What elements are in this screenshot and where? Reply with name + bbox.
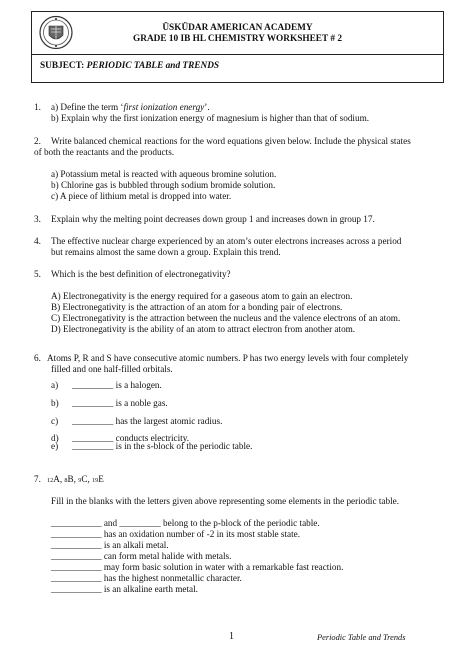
school-name: ÜSKÜDAR AMERICAN ACADEMY: [162, 23, 313, 33]
subject-label: SUBJECT:: [40, 61, 87, 71]
q7-elements: [47, 474, 104, 486]
q1-part-b: b) Explain why the first ionization energy of magnesium is higher than that of sodium.: [51, 113, 370, 123]
q6-item-letter: a): [51, 380, 59, 390]
q1-a-prefix: a) Define the term ‘: [51, 102, 124, 112]
q2-part-b: b) Chlorine gas is bubbled through sodium bromide solution.: [51, 180, 276, 190]
q5-option-b: B) Electronegativity is the attraction of an atom for a bonding pair of electrons.: [51, 302, 343, 312]
q2-part-c: c) A piece of lithium metal is dropped into water.: [51, 191, 232, 201]
q2-line2: of both the reactants and the products.: [34, 147, 175, 157]
footer-title: Periodic Table and Trends: [317, 633, 406, 642]
q6-item-text: _________ has the largest atomic radius.: [72, 416, 223, 426]
q7-fill-line: ___________ can form metal halide with metals.: [51, 551, 232, 561]
q7-z3: 9: [78, 477, 82, 484]
q6-item-text: _________ is a noble gas.: [72, 398, 168, 408]
q7-fill-line: ___________ has the highest nonmetallic character.: [51, 573, 242, 583]
q3-text: Explain why the melting point decreases down group 1 and increases down in group 17.: [51, 214, 375, 224]
q7-z2: 8: [64, 477, 68, 484]
q6-item-text: _________ is a halogen.: [72, 380, 162, 390]
q1-a-suffix: ’.: [204, 102, 210, 112]
q5-option-d: D) Electronegativity is the ability of an atom to attract electron from another atom.: [51, 324, 356, 334]
q6-number: 6.: [34, 353, 41, 363]
q6-line1: Atoms P, R and S have consecutive atomic numbers. P has two energy levels with four completely: [47, 353, 409, 363]
q2-line1: Write balanced chemical reactions for the word equations given below. Include the physical states: [51, 136, 411, 146]
q5-number: 5.: [34, 269, 41, 279]
q7-number: 7.: [34, 474, 41, 484]
q4-line2: but remains almost the same down a group. Explain this trend.: [51, 247, 281, 257]
q3-number: 3.: [34, 214, 41, 224]
q1-number: 1.: [34, 102, 41, 112]
header-box: [31, 11, 444, 83]
q7-e1: A,: [53, 474, 63, 484]
header-divider: [32, 54, 443, 55]
q1-part-a: [51, 102, 210, 113]
q5-option-c: C) Electronegativity is the attraction between the nucleus and the valence electrons of an atom.: [51, 313, 401, 323]
q6-item-letter: e): [51, 441, 59, 451]
q2-part-a: a) Potassium metal is reacted with aqueous bromine solution.: [51, 169, 277, 179]
q4-line1: The effective nuclear charge experienced by an atom’s outer electrons increases across a period: [51, 236, 402, 246]
q7-fill-line: ___________ has an oxidation number of -2 in its most stable state.: [51, 529, 301, 539]
q6-item-letter: c): [51, 416, 59, 426]
q7-e3: C,: [81, 474, 90, 484]
q5-option-a: A) Electronegativity is the energy required for a gaseous atom to gain an electron.: [51, 291, 353, 301]
q6-item-letter: b): [51, 398, 59, 408]
q6-line2: filled and one half-filled orbitals.: [51, 364, 173, 374]
q7-z1: 12: [47, 477, 54, 484]
subject-line: [40, 61, 219, 72]
q7-e4: E: [98, 474, 104, 484]
page-number: 1: [229, 631, 234, 642]
q7-fill-line: ___________ may form basic solution in water with a remarkable fast reaction.: [51, 562, 344, 572]
q6-item-text: _________ conducts electricity.: [72, 433, 190, 443]
q2-number: 2.: [34, 136, 41, 146]
q6-item-letter: d): [51, 433, 59, 443]
q7-e2: B,: [67, 474, 76, 484]
q7-instruction: Fill in the blanks with the letters given above representing some elements in the periodic table.: [51, 496, 400, 506]
q5-text: Which is the best definition of electronegativity?: [51, 269, 231, 279]
q7-z4: 19: [92, 477, 99, 484]
q4-number: 4.: [34, 236, 41, 246]
q7-fill-line: ___________ is an alkaline earth metal.: [51, 584, 198, 594]
q1-a-term: first ionization energy: [123, 102, 205, 112]
subject-value: PERIODIC TABLE and TRENDS: [86, 61, 220, 71]
q6-item-text: _________ is in the s-block of the periodic table.: [72, 441, 253, 451]
worksheet-title: GRADE 10 IB HL CHEMISTRY WORKSHEET # 2: [133, 34, 342, 44]
q7-fill-line: ___________ and _________ belong to the p-block of the periodic table.: [51, 518, 320, 528]
q7-fill-line: ___________ is an alkali metal.: [51, 540, 169, 550]
